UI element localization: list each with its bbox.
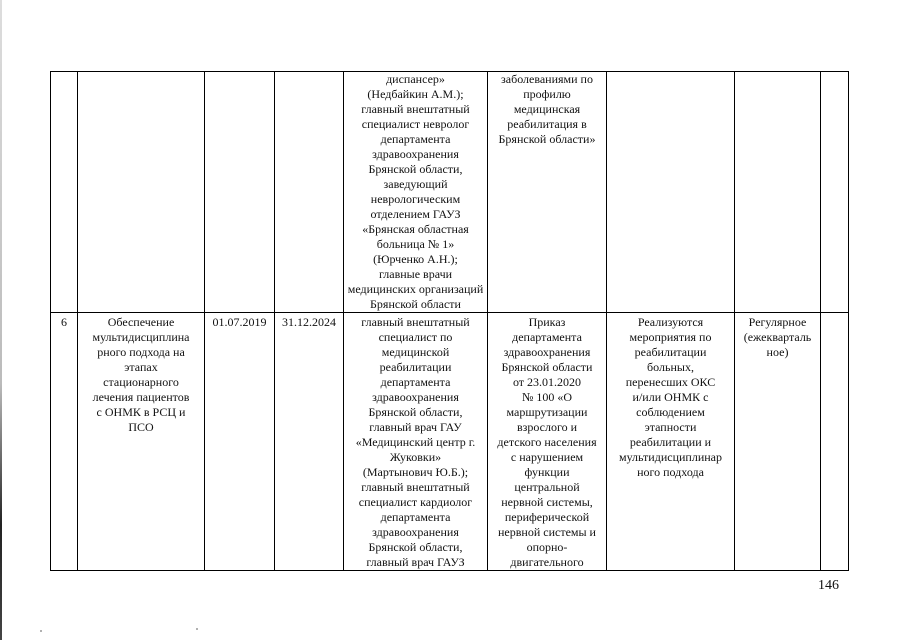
cell-document: Приказ департамента здравоохранения Брянской области от 23.01.2020 № 100 «О маршрутизации взрослого и детского населения с нарушением функции центральной нервной системы, периферической нервной системы и опорно- двигательного <box>488 313 607 571</box>
cell-end-date: 31.12.2024 <box>275 313 344 571</box>
cell-result: Реализуются мероприятия по реабилитации больных, перенесших ОКС и/или ОНМК с соблюдением этапности реабилитации и мультидисциплинар ного подхода <box>607 313 735 571</box>
table-row-continuation <box>51 72 849 313</box>
cell-start-date: 01.07.2019 <box>205 313 275 571</box>
page-number: 146 <box>818 578 839 593</box>
scan-edge-shadow <box>0 0 2 640</box>
cell-number <box>51 72 78 313</box>
cell-name <box>78 72 205 313</box>
table-row-6 <box>51 313 849 571</box>
cell-number: 6 <box>51 313 78 571</box>
cell-name: Обеспечение мультидисциплина рного подхода на этапах стационарного лечения пациентов с ОНМК в РСЦ и ПСО <box>78 313 205 571</box>
scan-speck <box>40 630 42 632</box>
cell-frequency <box>735 72 821 313</box>
cell-responsible: главный внештатный специалист по медицинской реабилитации департамента здравоохранения Брянской области, главный врач ГАУ «Медицинский центр г. Жуковки» (Мартынович Ю.Б.); главный внештатный специалист кардиолог департамента здравоохранения Брянской области, главный врач ГАУЗ <box>344 313 488 571</box>
cell-extra <box>821 72 849 313</box>
scan-speck <box>196 628 198 630</box>
cell-responsible: диспансер» (Недбайкин А.М.); главный внештатный специалист невролог департамента здравоохранения Брянской области, заведующий неврологическим отделением ГАУЗ «Брянская областная больница № 1» (Юрченко А.Н.); главные врачи медицинских организаций Брянской области <box>344 72 488 313</box>
measures-table <box>50 71 849 571</box>
cell-start-date <box>205 72 275 313</box>
cell-result <box>607 72 735 313</box>
cell-extra <box>821 313 849 571</box>
cell-document: заболеваниями по профилю медицинская реабилитация в Брянской области» <box>488 72 607 313</box>
cell-frequency: Регулярное (ежекварталь ное) <box>735 313 821 571</box>
cell-end-date <box>275 72 344 313</box>
